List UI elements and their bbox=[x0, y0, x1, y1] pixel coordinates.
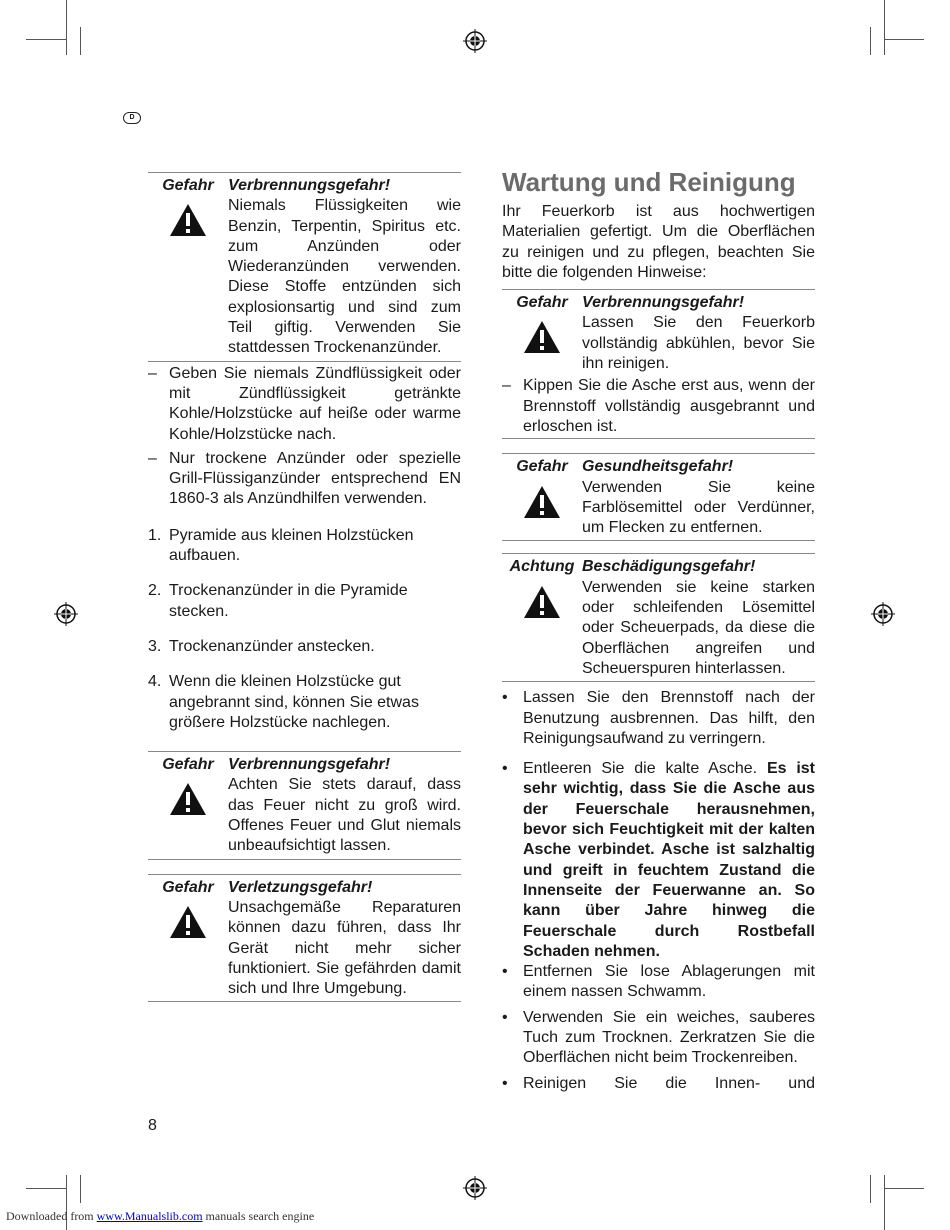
list-item bbox=[148, 449, 461, 510]
crop-mark bbox=[26, 1188, 66, 1189]
footer-prefix: Downloaded from bbox=[6, 1209, 97, 1223]
step-number: 4. bbox=[148, 673, 162, 691]
dash-marker: – bbox=[148, 449, 157, 467]
list-item-text: Lassen Sie den Brennstoff nach der Benutzung ausbrennen. Das hilft, den Reinigungsaufwand zu verringern. bbox=[523, 689, 815, 747]
warning-side bbox=[502, 457, 582, 538]
list-item bbox=[502, 1008, 815, 1069]
step-number: 3. bbox=[148, 637, 162, 655]
section-heading: Wartung und Reinigung bbox=[502, 167, 796, 197]
step-text: Trockenanzünder in die Pyramide stecken. bbox=[169, 582, 408, 620]
registration-mark-icon bbox=[463, 1176, 487, 1200]
list-item-text: Reinigen Sie die Innen- und bbox=[523, 1074, 815, 1092]
list-item bbox=[502, 376, 815, 439]
warning-side bbox=[502, 557, 582, 679]
warning-level: Gefahr bbox=[516, 294, 568, 312]
crop-mark bbox=[884, 1188, 924, 1189]
warning-triangle-icon bbox=[169, 782, 207, 816]
registration-mark-icon bbox=[463, 29, 487, 53]
crop-mark bbox=[884, 1175, 885, 1230]
step-item bbox=[148, 581, 461, 622]
crop-mark bbox=[66, 0, 67, 55]
step-text: Trockenanzünder anstecken. bbox=[169, 637, 375, 655]
step-text: Pyramide aus kleinen Holzstücken aufbauen. bbox=[169, 526, 414, 565]
language-badge: D bbox=[123, 112, 141, 124]
step-item bbox=[148, 526, 461, 567]
crop-mark bbox=[26, 39, 66, 40]
warning-side bbox=[148, 176, 228, 359]
list-item-bold-text: Es ist sehr wichtig, dass Sie die Asche aus der Feuerschale herausnehmen, bevor sich Feuchtigkeit mit der kalten Asche verbindet. Asche ist salzhaltig und greift in feuchtem Zustand die Innenseite der Feuerwanne an. So kann über Jahre hinweg die Feuerschale durch Rostbefall Schaden nehmen. bbox=[523, 760, 816, 960]
list-item bbox=[502, 1074, 815, 1094]
warning-title: Verbrennungsgefahr! bbox=[582, 294, 745, 312]
bullet-marker: • bbox=[502, 1008, 508, 1026]
list-item bbox=[502, 962, 815, 1003]
crop-mark bbox=[884, 39, 924, 40]
warning-text: Niemals Flüssigkeiten wie Benzin, Terpentin, Spiritus etc. zum Anzünden oder Wiederanzünden verwenden. Diese Stoffe entzünden sich explosionsartig und sind zum Teil giftig. Verwenden Sie stattdessen Trockenanzünder. bbox=[228, 197, 461, 357]
left-column bbox=[148, 172, 461, 1002]
list-item bbox=[148, 364, 461, 445]
crop-mark bbox=[884, 0, 885, 55]
warning-content bbox=[582, 457, 815, 538]
warning-box bbox=[502, 289, 815, 376]
dash-marker: – bbox=[502, 377, 511, 395]
warning-content bbox=[582, 293, 815, 374]
warning-title: Verletzungsgefahr! bbox=[228, 878, 373, 896]
warning-content bbox=[228, 176, 461, 359]
right-column bbox=[502, 166, 815, 1094]
warning-box bbox=[148, 751, 461, 859]
list-item-text: Kippen Sie die Asche erst aus, wenn der Brennstoff vollständig ausgebrannt und erloschen ist. bbox=[523, 377, 815, 435]
warning-text: Achten Sie stets darauf, dass das Feuer nicht zu groß wird. Offenes Feuer und Glut niemals unbeaufsichtigt lassen. bbox=[228, 776, 461, 855]
list-item-text: Geben Sie niemals Zündflüssigkeit oder mit Zündflüssigkeit getränkte Kohle/Holzstücke auf heiße oder warme Kohle/Holzstücke nach. bbox=[169, 364, 461, 443]
bullet-marker: • bbox=[502, 963, 508, 981]
warning-box bbox=[148, 874, 461, 1003]
warning-triangle-icon bbox=[169, 905, 207, 939]
warning-side bbox=[148, 878, 228, 1000]
list-item-text: Entfernen Sie lose Ablagerungen mit einem nassen Schwamm. bbox=[523, 963, 815, 1001]
list-item bbox=[502, 759, 815, 962]
registration-mark-icon bbox=[871, 602, 895, 626]
warning-triangle-icon bbox=[523, 585, 561, 619]
crop-mark bbox=[870, 1175, 871, 1203]
step-number: 1. bbox=[148, 526, 162, 544]
warning-box bbox=[502, 453, 815, 541]
crop-mark bbox=[80, 1175, 81, 1203]
warning-title: Gesundheitsgefahr! bbox=[582, 458, 734, 476]
warning-content bbox=[582, 557, 815, 679]
warning-level: Gefahr bbox=[162, 177, 214, 194]
warning-triangle-icon bbox=[523, 320, 561, 354]
list-item-text: Verwenden Sie ein weiches, sauberes Tuch zum Trocknen. Zerkratzen Sie die Oberflächen nicht beim Trockenreiben. bbox=[523, 1008, 815, 1067]
warning-box bbox=[148, 172, 461, 362]
warning-level: Gefahr bbox=[162, 756, 214, 774]
list-item bbox=[502, 688, 815, 749]
warning-content bbox=[228, 878, 461, 1000]
dash-marker: – bbox=[148, 364, 157, 382]
download-footer bbox=[6, 1209, 314, 1224]
crop-mark bbox=[870, 27, 871, 55]
bullet-marker: • bbox=[502, 689, 508, 707]
step-number: 2. bbox=[148, 582, 162, 600]
warning-text: Verwenden Sie keine Farblösemittel oder Verdünner, um Flecken zu entfernen. bbox=[582, 478, 815, 537]
warning-level: Achtung bbox=[509, 558, 575, 576]
warning-triangle-icon bbox=[169, 203, 207, 237]
list-item-text: Entleeren Sie die kalte Asche. bbox=[523, 760, 767, 778]
bullet-marker: • bbox=[502, 760, 508, 778]
bullet-marker: • bbox=[502, 1074, 508, 1092]
warning-triangle-icon bbox=[523, 485, 561, 519]
registration-mark-icon bbox=[54, 602, 78, 626]
warning-title: Verbrennungsgefahr! bbox=[228, 756, 391, 774]
page-number: 8 bbox=[148, 1117, 157, 1134]
warning-side bbox=[148, 755, 228, 856]
warning-title: Beschädigungsgefahr! bbox=[582, 558, 756, 576]
step-text: Wenn die kleinen Holzstücke gut angebrannt sind, können Sie etwas größere Holzstücke nachlegen. bbox=[169, 673, 419, 731]
manualslib-link[interactable]: www.Manualslib.com bbox=[96, 1209, 203, 1223]
warning-level: Gefahr bbox=[162, 878, 214, 896]
warning-level: Gefahr bbox=[516, 458, 568, 476]
list-item-text: Nur trockene Anzünder oder spezielle Grill-Flüssiganzünder entsprechend EN 1860-3 als Anzündhilfen verwenden. bbox=[169, 449, 461, 508]
warning-content bbox=[228, 755, 461, 856]
step-item bbox=[148, 672, 461, 733]
warning-title: Verbrennungsgefahr! bbox=[228, 177, 391, 194]
intro-paragraph: Ihr Feuerkorb ist aus hochwertigen Materialien gefertigt. Um die Oberflächen zu reinigen und zu pflegen, beachten Sie bitte die folgenden Hinweise: bbox=[502, 203, 815, 281]
warning-text: Verwenden sie keine starken oder schleifenden Lösemittel oder Scheuerpads, da diese die Oberflächen angreifen und Scheuerspuren hinterlassen. bbox=[582, 578, 815, 677]
crop-mark bbox=[80, 27, 81, 55]
warning-text: Lassen Sie den Feuerkorb vollständig abkühlen, bevor Sie ihn reinigen. bbox=[582, 314, 815, 373]
warning-text: Unsachgemäße Reparaturen können dazu führen, dass Ihr Gerät nicht mehr sicher funktioniert. Sie gefährden damit sich und Ihre Umgebung. bbox=[228, 898, 461, 998]
step-item bbox=[148, 637, 461, 657]
warning-box bbox=[502, 553, 815, 682]
footer-suffix: manuals search engine bbox=[202, 1209, 315, 1223]
warning-side bbox=[502, 293, 582, 374]
